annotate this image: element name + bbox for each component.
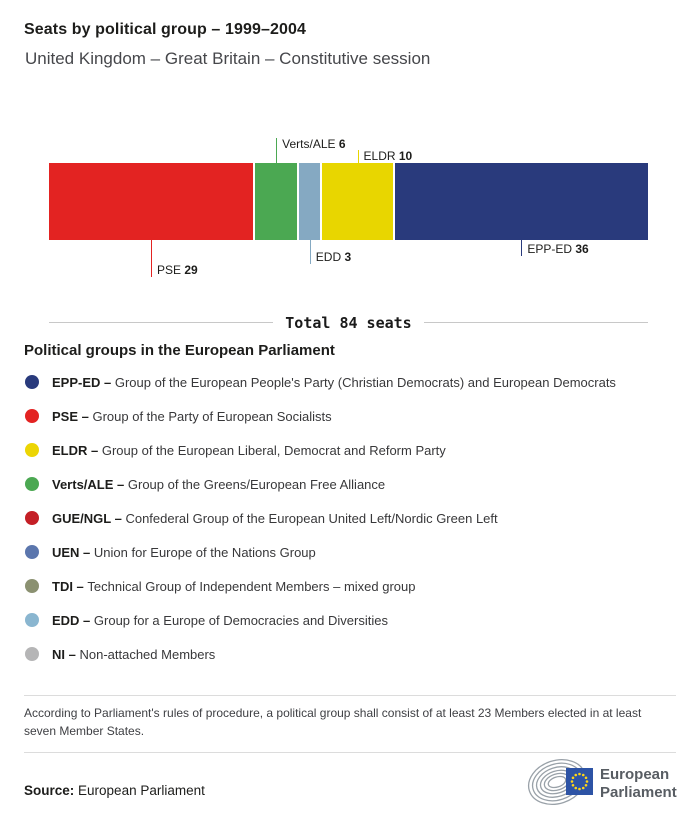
source-label: Source: (24, 783, 75, 798)
legend-dot (25, 375, 39, 389)
bar-label-ELDR: ELDR 10 (363, 149, 413, 163)
legend-item-Verts/ALE (25, 477, 675, 491)
bar-segment-EDD (299, 163, 320, 240)
bar-callout-Verts/ALE (276, 138, 345, 163)
bar-segment-Verts/ALE (255, 163, 297, 240)
bar-label-EPP-ED: EPP-ED 36 (527, 242, 589, 256)
legend-item-TDI (25, 579, 675, 593)
legend-dot (25, 545, 39, 559)
legend-label: PSE – Group of the Party of European Socialists (52, 408, 332, 424)
european-parliament-logo-graphic (526, 758, 678, 806)
bar-segment-ELDR (322, 163, 392, 240)
logo-text-line1: European (600, 766, 670, 783)
seats-stacked-bar-chart (49, 135, 648, 280)
source-row (24, 758, 678, 806)
legend-dot (25, 511, 39, 525)
legend-label: ELDR – Group of the European Liberal, Democrat and Reform Party (52, 442, 446, 458)
legend-label: TDI – Technical Group of Independent Members – mixed group (52, 578, 416, 594)
legend-dot (25, 409, 39, 423)
legend-item-GUE/NGL (25, 511, 675, 525)
divider-bottom (24, 752, 676, 753)
footnote: According to Parliament's rules of procedure, a political group shall consist of at least 23 Members elected in at least seven Member States. (24, 706, 642, 738)
eu-flag-icon (566, 768, 593, 795)
bar-segment-EPP-ED (395, 163, 648, 240)
total-rule-left (49, 322, 273, 323)
bar-callout-ELDR (358, 150, 413, 163)
bar-label-PSE: PSE 29 (157, 263, 198, 277)
bar-segment-PSE (49, 163, 253, 240)
page-subtitle: United Kingdom – Great Britain – Constitutive session (25, 49, 431, 68)
legend-label: NI – Non-attached Members (52, 646, 216, 662)
legend-heading: Political groups in the European Parliament (24, 342, 335, 359)
legend-dot (25, 477, 39, 491)
logo-text-line2: Parliament (600, 784, 677, 801)
stacked-bar (49, 163, 648, 240)
bar-label-Verts/ALE: Verts/ALE 6 (282, 137, 346, 151)
legend-list (25, 375, 675, 681)
european-parliament-logo (526, 758, 678, 806)
bar-callout-EPP-ED (521, 240, 588, 256)
divider-top (24, 695, 676, 696)
legend-label: Verts/ALE – Group of the Greens/European Free Alliance (52, 476, 386, 492)
bar-callout-PSE (151, 240, 198, 277)
total-rule-right (424, 322, 648, 323)
legend-label: GUE/NGL – Confederal Group of the European United Left/Nordic Green Left (52, 510, 498, 526)
legend-item-ELDR (25, 443, 675, 457)
legend-item-EDD (25, 613, 675, 627)
legend-item-NI (25, 647, 675, 661)
source-value: European Parliament (78, 783, 205, 798)
legend-item-UEN (25, 545, 675, 559)
bar-label-EDD: EDD 3 (315, 250, 352, 264)
legend-item-PSE (25, 409, 675, 423)
legend-dot (25, 443, 39, 457)
page-title: Seats by political group – 1999–2004 (24, 21, 306, 38)
legend-label: EPP-ED – Group of the European People's Party (Christian Democrats) and European Democrats (52, 374, 616, 390)
legend-item-EPP-ED (25, 375, 675, 389)
total-seats-row (49, 314, 648, 331)
source-line (24, 783, 205, 806)
total-seats-label: Total 84 seats (285, 313, 412, 332)
legend-label: UEN – Union for Europe of the Nations Group (52, 544, 316, 560)
legend-dot (25, 647, 39, 661)
legend-dot (25, 613, 39, 627)
legend-dot (25, 579, 39, 593)
bar-callout-EDD (310, 240, 351, 264)
legend-label: EDD – Group for a Europe of Democracies and Diversities (52, 612, 388, 628)
